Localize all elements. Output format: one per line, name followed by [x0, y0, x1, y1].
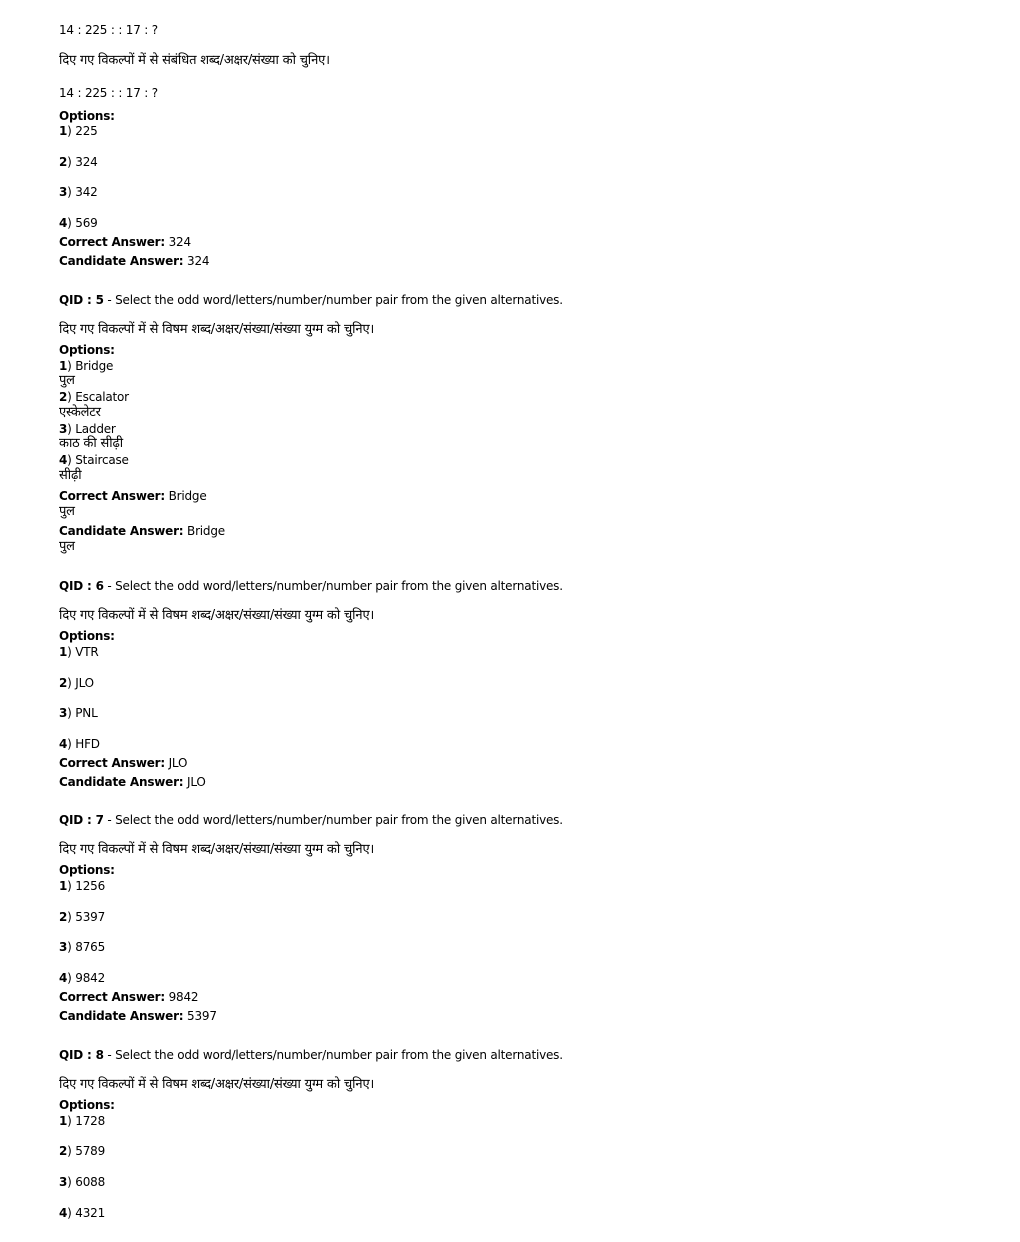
correct-answer: Correct Answer: Bridge: [59, 489, 207, 503]
options-label: Options:: [59, 863, 115, 877]
question-hindi: दिए गए विकल्पों में से संबंधित शब्द/अक्षर/संख्या को चुनिए।: [59, 53, 330, 68]
option: 4) Staircase: [59, 453, 129, 467]
option: 2) JLO: [59, 676, 94, 690]
option: 4) 9842: [59, 971, 106, 985]
option: 1) 1256: [59, 879, 106, 893]
options-label: Options:: [59, 629, 115, 643]
question-header: QID : 6 - Select the odd word/letters/number/number pair from the given alternatives.: [59, 579, 563, 593]
option: 2) 5397: [59, 910, 106, 924]
candidate-answer: Candidate Answer: 5397: [59, 1009, 217, 1023]
question-header: QID : 7 - Select the odd word/letters/number/number pair from the given alternatives.: [59, 813, 563, 827]
question-header: QID : 8 - Select the odd word/letters/number/number pair from the given alternatives.: [59, 1048, 563, 1062]
question-hindi: दिए गए विकल्पों में से विषम शब्द/अक्षर/संख्या/संख्या युग्म को चुनिए।: [59, 1077, 375, 1092]
correct-answer: Correct Answer: 324: [59, 235, 191, 249]
options-label: Options:: [59, 343, 115, 357]
option: 2) 324: [59, 155, 98, 169]
option: 3) 6088: [59, 1175, 106, 1189]
option: 3) Ladder: [59, 422, 116, 436]
option: 1) 1728: [59, 1114, 106, 1128]
option-hindi: काठ की सीढ़ी: [59, 436, 123, 451]
option: 4) 569: [59, 216, 98, 230]
option: 2) Escalator: [59, 390, 129, 404]
candidate-answer: Candidate Answer: Bridge: [59, 524, 225, 538]
option: 3) 8765: [59, 940, 106, 954]
question-stem: 14 : 225 : : 17 : ?: [59, 23, 158, 37]
option: 1) Bridge: [59, 359, 114, 373]
candidate-answer-hindi: पुल: [59, 539, 75, 554]
candidate-answer: Candidate Answer: 324: [59, 254, 210, 268]
option: 4) 4321: [59, 1206, 106, 1220]
option-hindi: एस्केलेटर: [59, 405, 101, 420]
option: 1) 225: [59, 124, 98, 138]
question-hindi: दिए गए विकल्पों में से विषम शब्द/अक्षर/संख्या/संख्या युग्म को चुनिए।: [59, 322, 375, 337]
question-hindi: दिए गए विकल्पों में से विषम शब्द/अक्षर/संख्या/संख्या युग्म को चुनिए।: [59, 842, 375, 857]
option: 1) VTR: [59, 645, 99, 659]
option: 3) 342: [59, 185, 98, 199]
options-label: Options:: [59, 109, 115, 123]
option: 4) HFD: [59, 737, 100, 751]
option: 2) 5789: [59, 1144, 106, 1158]
option-hindi: पुल: [59, 373, 75, 388]
correct-answer: Correct Answer: 9842: [59, 990, 199, 1004]
candidate-answer: Candidate Answer: JLO: [59, 775, 206, 789]
question-header: QID : 5 - Select the odd word/letters/number/number pair from the given alternatives.: [59, 293, 563, 307]
options-label: Options:: [59, 1098, 115, 1112]
option: 3) PNL: [59, 706, 98, 720]
question-stem: 14 : 225 : : 17 : ?: [59, 86, 158, 100]
correct-answer-hindi: पुल: [59, 504, 75, 519]
option-hindi: सीढ़ी: [59, 468, 82, 483]
question-hindi: दिए गए विकल्पों में से विषम शब्द/अक्षर/संख्या/संख्या युग्म को चुनिए।: [59, 608, 375, 623]
correct-answer: Correct Answer: JLO: [59, 756, 188, 770]
